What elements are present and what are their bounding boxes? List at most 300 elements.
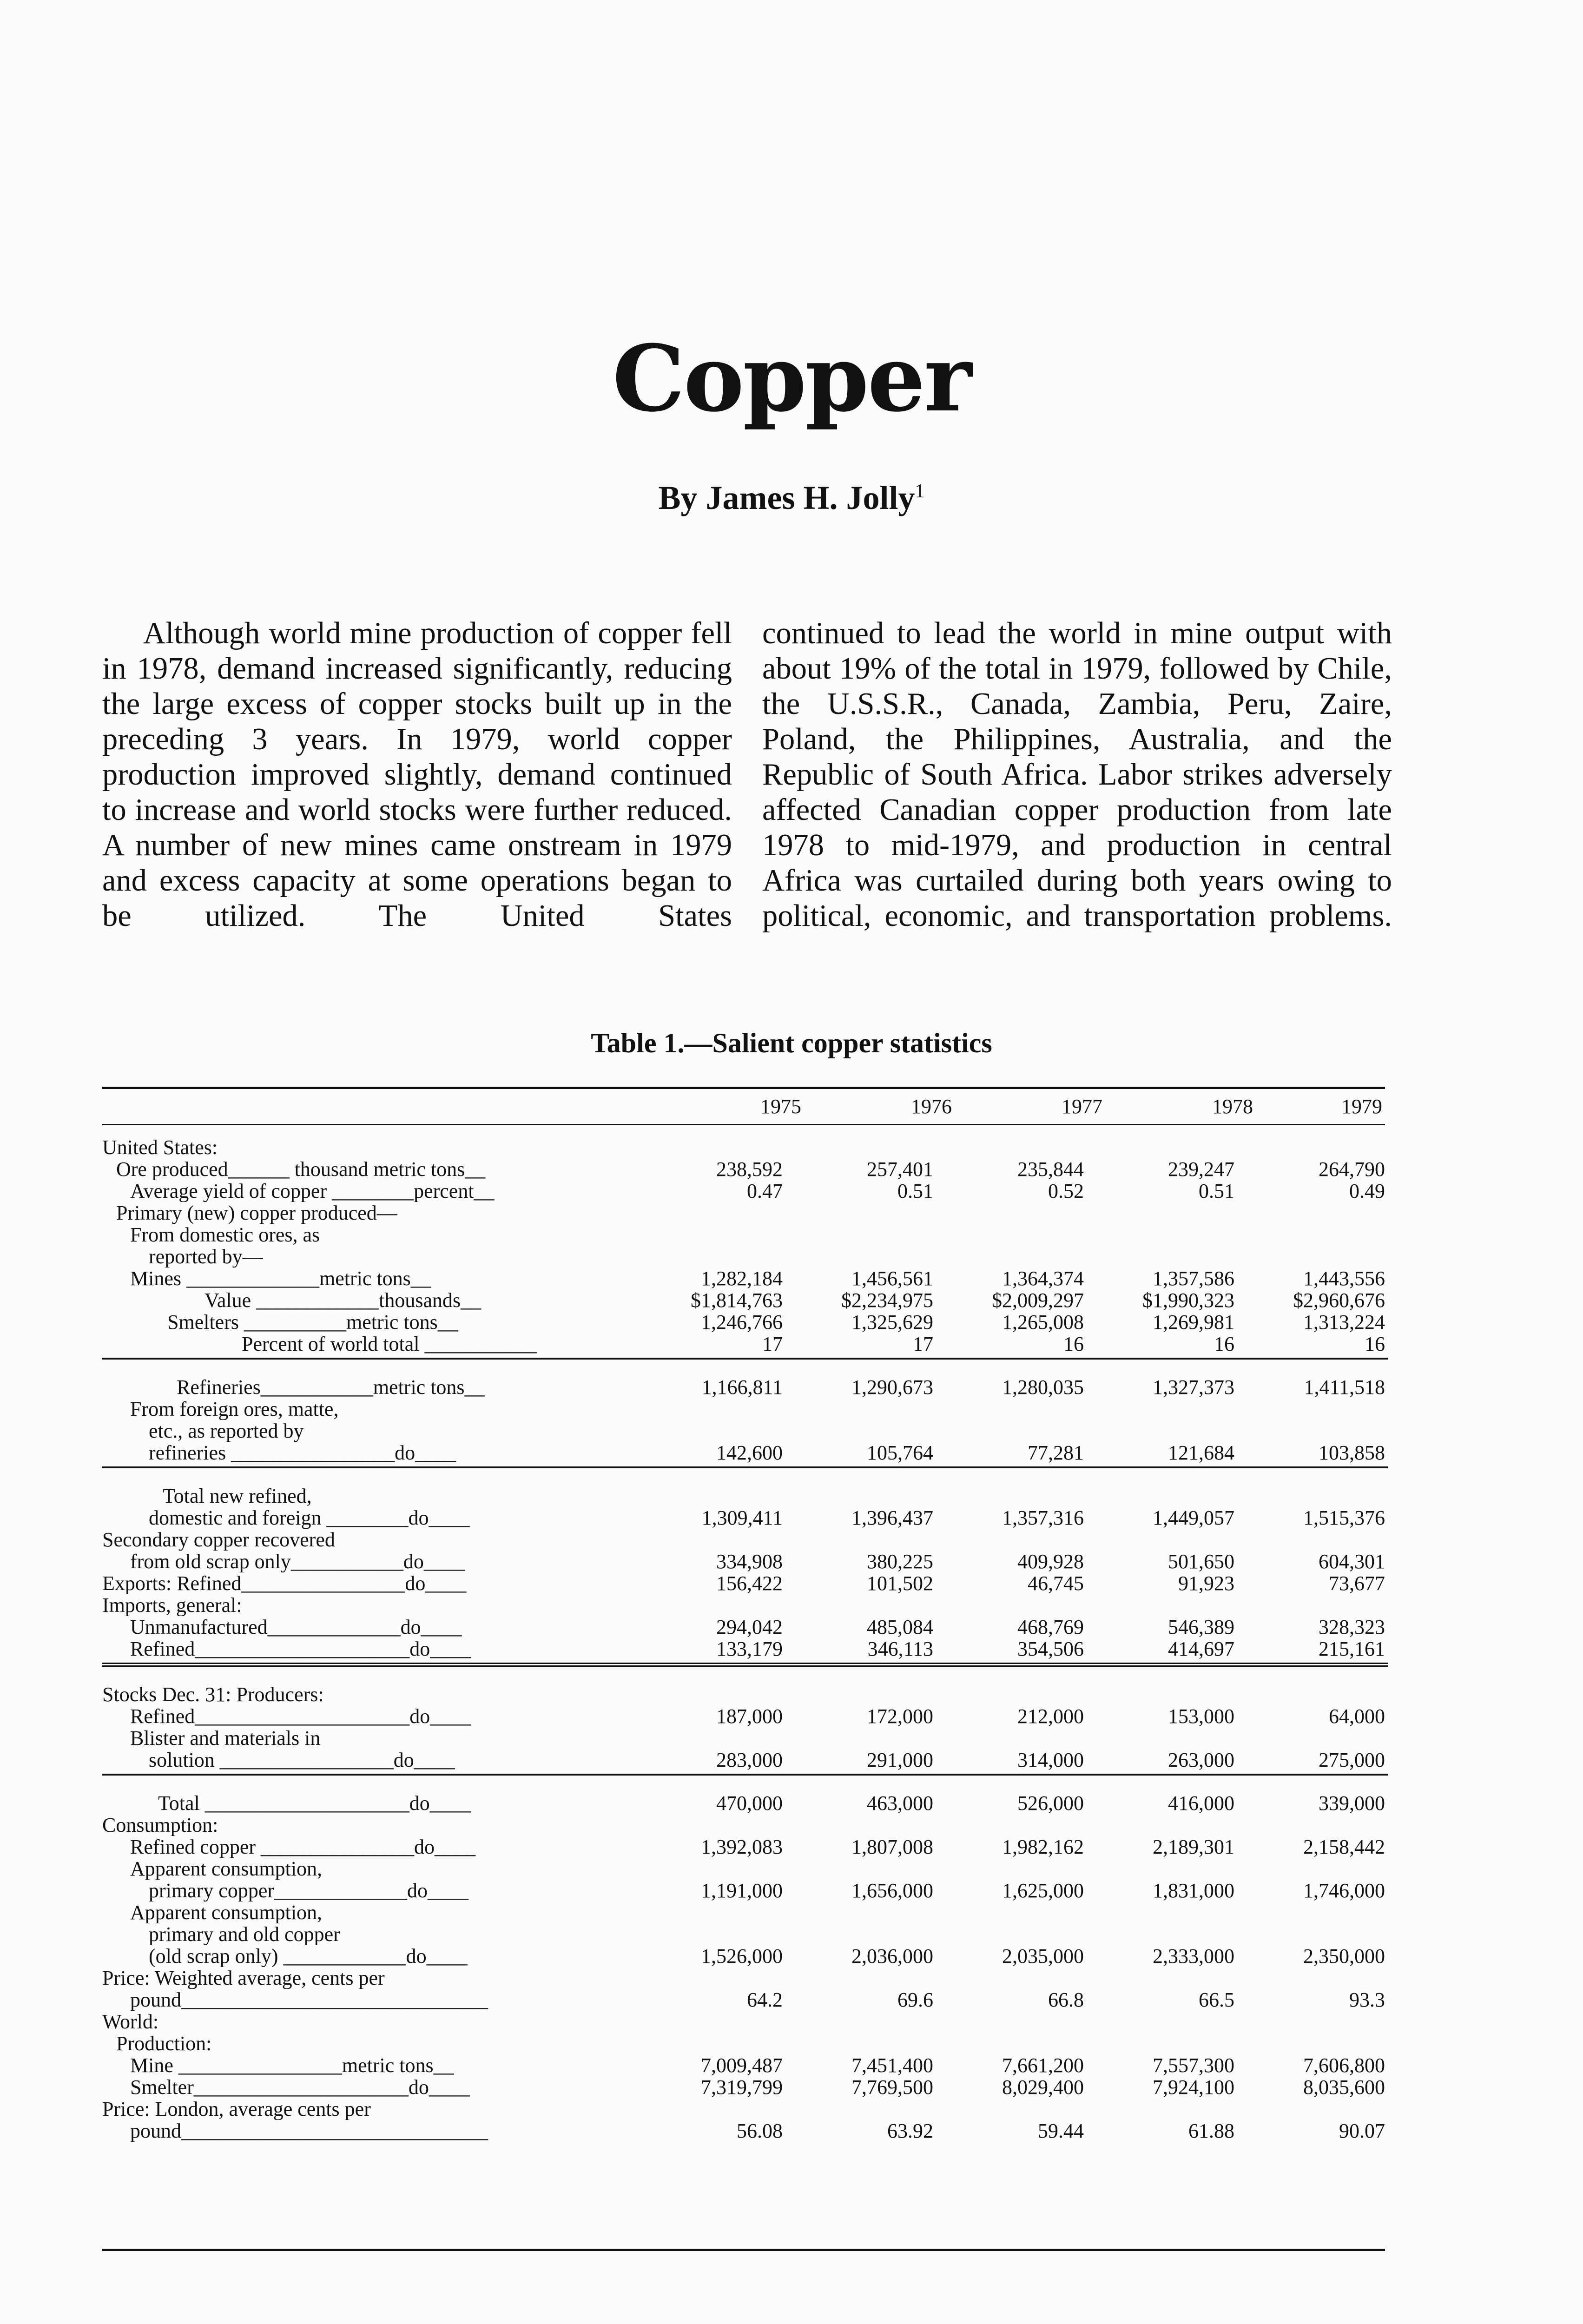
table-header-rule [102, 1124, 1385, 1125]
table-row [102, 1945, 1388, 1967]
cell-1978 [1084, 2098, 1234, 2120]
cell-1979: 328,323 [1319, 1616, 1385, 1638]
row-label: World: [102, 2011, 159, 2033]
cell-1977: 8,029,400 [1002, 2076, 1084, 2098]
table-row [102, 1638, 1388, 1665]
table-row [102, 1202, 1388, 1224]
cell-1975: 334,908 [716, 1551, 783, 1572]
cell-1977 [933, 1967, 1084, 1989]
cell-1975 [632, 1246, 783, 1268]
table-row [102, 1880, 1388, 1901]
cell-1977 [933, 1727, 1084, 1749]
cell-1975 [632, 2098, 783, 2120]
cell-1977 [933, 1224, 1084, 1246]
year-header-1979: 1979 [1341, 1095, 1382, 1118]
table-row [102, 2011, 1388, 2033]
footnote-mark: 1 [915, 481, 925, 502]
cell-1977 [933, 2033, 1084, 2054]
cell-1975: 142,600 [632, 1442, 783, 1467]
cell-1976: $2,234,975 [841, 1289, 933, 1311]
cell-1977 [933, 1136, 1084, 1158]
cell-1978 [1084, 1814, 1234, 1836]
cell-1976 [783, 1246, 933, 1268]
year-header-1976: 1976 [911, 1095, 952, 1118]
cell-1978: 501,650 [1168, 1551, 1234, 1572]
cell-1975: 283,000 [632, 1749, 783, 1775]
cell-1976: 1,456,561 [851, 1268, 933, 1289]
cell-1979: 604,301 [1319, 1551, 1385, 1572]
row-label: United States: [102, 1136, 218, 1158]
cell-1979 [1234, 1246, 1388, 1268]
cell-1976 [783, 1923, 933, 1945]
cell-1975 [632, 1727, 783, 1749]
cell-1977 [933, 1420, 1084, 1442]
row-label: from old scrap only___________do____ [130, 1551, 465, 1572]
cell-1979 [1234, 1858, 1388, 1880]
cell-1978: 239,247 [1168, 1158, 1234, 1180]
table-row [102, 1665, 1388, 1706]
cell-1975 [632, 1136, 783, 1158]
cell-1975 [632, 1665, 783, 1706]
row-label: Price: Weighted average, cents per [102, 1967, 385, 1989]
cell-1977: 1,982,162 [1002, 1836, 1084, 1858]
cell-1976: 63.92 [887, 2120, 933, 2142]
cell-1975: 1,392,083 [701, 1836, 783, 1858]
cell-1977 [933, 1529, 1084, 1551]
cell-1976: 380,225 [867, 1551, 933, 1572]
cell-1976: 1,656,000 [851, 1880, 933, 1901]
table-row [102, 1989, 1388, 2011]
table-row [102, 1311, 1388, 1333]
row-label: primary and old copper [149, 1923, 340, 1945]
cell-1975: 1,166,811 [701, 1376, 783, 1398]
cell-1979: 7,606,800 [1303, 2054, 1385, 2076]
cell-1976: 485,084 [867, 1616, 933, 1638]
cell-1977: 7,661,200 [1002, 2054, 1084, 2076]
cell-1977: 2,035,000 [1002, 1945, 1084, 1967]
cell-1979 [1234, 1202, 1388, 1224]
row-label: Total new refined, [163, 1485, 312, 1507]
cell-1975 [632, 1398, 783, 1420]
cell-1977 [933, 1901, 1084, 1923]
cell-1978: 1,831,000 [1153, 1880, 1234, 1901]
cell-1979 [1234, 1727, 1388, 1749]
table-row [102, 1836, 1388, 1858]
cell-1977: 1,625,000 [1002, 1880, 1084, 1901]
row-label: Primary (new) copper produced— [116, 1202, 397, 1224]
cell-1978 [1084, 1467, 1234, 1507]
cell-1979 [1234, 2011, 1388, 2033]
cell-1978: 2,333,000 [1153, 1945, 1234, 1967]
cell-1976: 291,000 [783, 1749, 933, 1775]
row-label: Apparent consumption, [130, 1901, 323, 1923]
row-label: reported by— [149, 1246, 263, 1268]
cell-1978: $1,990,323 [1142, 1289, 1234, 1311]
row-label: pound______________________________ [130, 2120, 488, 2142]
cell-1978: 546,389 [1168, 1616, 1234, 1638]
cell-1979 [1234, 1967, 1388, 1989]
cell-1975: 294,042 [716, 1616, 783, 1638]
table-row [102, 1858, 1388, 1880]
cell-1975: 1,309,411 [701, 1507, 783, 1529]
cell-1977 [933, 1594, 1084, 1616]
cell-1975: 64.2 [747, 1989, 783, 2011]
table-row [102, 1180, 1388, 1202]
cell-1979: 1,313,224 [1303, 1311, 1385, 1333]
cell-1977: 314,000 [933, 1749, 1084, 1775]
cell-1978: 153,000 [1168, 1705, 1234, 1727]
row-label: refineries ________________do____ [102, 1442, 632, 1467]
table-title: Table 1.—Salient copper statistics [591, 1028, 992, 1058]
cell-1975 [632, 1202, 783, 1224]
table-row [102, 1268, 1388, 1289]
cell-1978 [1084, 1923, 1234, 1945]
cell-1975 [632, 1420, 783, 1442]
cell-1979: 275,000 [1234, 1749, 1388, 1775]
cell-1979 [1234, 1665, 1388, 1706]
table-row [102, 1442, 1388, 1467]
cell-1975 [632, 2033, 783, 2054]
cell-1976 [783, 1529, 933, 1551]
cell-1976: 257,401 [867, 1158, 933, 1180]
article-title: Copper [612, 325, 971, 432]
cell-1975: 187,000 [716, 1705, 783, 1727]
row-label: Stocks Dec. 31: Producers: [102, 1683, 324, 1705]
row-label: Refineries___________metric tons__ [177, 1376, 485, 1398]
cell-1979: 1,746,000 [1303, 1880, 1385, 1901]
cell-1976: 7,769,500 [851, 2076, 933, 2098]
cell-1979: 1,515,376 [1303, 1507, 1385, 1529]
cell-1977: 409,928 [1017, 1551, 1084, 1572]
row-label: Smelters __________metric tons__ [167, 1311, 458, 1333]
row-label: From foreign ores, matte, [130, 1398, 339, 1420]
cell-1976 [783, 1594, 933, 1616]
table-bottom-rule [102, 2249, 1385, 2251]
row-label: From domestic ores, as [130, 1224, 320, 1246]
row-label: Ore produced______ thousand metric tons__ [116, 1158, 486, 1180]
cell-1976: 0.51 [897, 1180, 933, 1202]
cell-1979: 90.07 [1339, 2120, 1385, 2142]
cell-1975: 238,592 [716, 1158, 783, 1180]
cell-1979: 64,000 [1329, 1705, 1385, 1727]
cell-1978: 91,923 [1178, 1572, 1234, 1594]
cell-1976: 7,451,400 [851, 2054, 933, 2076]
cell-1976 [783, 1967, 933, 1989]
year-header-1977: 1977 [1062, 1095, 1102, 1118]
cell-1978 [1084, 1529, 1234, 1551]
cell-1978: 16 [1084, 1333, 1234, 1359]
intro-left-column: Although world mine production of copper fell in 1978, demand increased significantly, reducing the large excess of copper stocks built up in the preceding 3 years. In 1979, world copper production improved slightly, demand continued to increase and world stocks were further reduced. A number of new mines came onstream in 1979 and excess capacity at some operations began to be utilized. The United States [102, 616, 732, 933]
cell-1979: 0.49 [1349, 1180, 1385, 1202]
cell-1976 [783, 1420, 933, 1442]
cell-1977: 468,769 [1017, 1616, 1084, 1638]
cell-1976: 1,396,437 [851, 1507, 933, 1529]
cell-1975 [632, 1467, 783, 1507]
cell-1975: 56.08 [737, 2120, 783, 2142]
cell-1979: 8,035,600 [1303, 2076, 1385, 2098]
cell-1976 [783, 1467, 933, 1507]
cell-1978: 1,327,373 [1153, 1376, 1234, 1398]
cell-1979 [1234, 1136, 1388, 1158]
author-name: By James H. Jolly [658, 479, 915, 516]
row-label: domestic and foreign ________do____ [149, 1507, 470, 1529]
cell-1978 [1084, 1967, 1234, 1989]
cell-1975 [632, 1529, 783, 1551]
cell-1976 [783, 1814, 933, 1836]
cell-1975 [632, 1923, 783, 1945]
cell-1977: 66.8 [1048, 1989, 1084, 2011]
table-row [102, 1901, 1388, 1923]
cell-1975: 7,009,487 [701, 2054, 783, 2076]
row-label: Consumption: [102, 1814, 218, 1836]
cell-1978: 0.51 [1199, 1180, 1234, 1202]
table-row [102, 1594, 1388, 1616]
row-label: primary copper_____________do____ [149, 1880, 468, 1901]
cell-1976 [783, 1202, 933, 1224]
cell-1979 [1234, 1224, 1388, 1246]
cell-1979 [1234, 1923, 1388, 1945]
cell-1977: 526,000 [1017, 1792, 1084, 1814]
cell-1978: 1,269,981 [1153, 1311, 1234, 1333]
cell-1979 [1234, 1529, 1388, 1551]
cell-1977: 1,265,008 [1002, 1311, 1084, 1333]
table-row [102, 1398, 1388, 1420]
row-label: Refined_____________________do____ [102, 1638, 632, 1665]
row-label: Blister and materials in [130, 1727, 321, 1749]
table-row [102, 2033, 1388, 2054]
cell-1979 [1234, 1420, 1388, 1442]
byline [0, 479, 1583, 517]
cell-1978: 61.88 [1188, 2120, 1234, 2142]
cell-1978: 416,000 [1168, 1792, 1234, 1814]
cell-1979: 1,411,518 [1304, 1376, 1385, 1398]
row-label: Production: [116, 2033, 212, 2054]
cell-1977: $2,009,297 [992, 1289, 1084, 1311]
row-label: Unmanufactured_____________do____ [130, 1616, 462, 1638]
cell-1979: 2,158,442 [1303, 1836, 1385, 1858]
cell-1979: 73,677 [1329, 1572, 1385, 1594]
cell-1976: 101,502 [867, 1572, 933, 1594]
row-label: pound______________________________ [130, 1989, 488, 2011]
cell-1978 [1084, 1246, 1234, 1268]
year-header-1978: 1978 [1212, 1095, 1253, 1118]
cell-1978 [1084, 2033, 1234, 2054]
cell-1978: 7,924,100 [1153, 2076, 1234, 2098]
cell-1977 [933, 1665, 1084, 1706]
cell-1976: 172,000 [867, 1705, 933, 1727]
table-row [102, 1551, 1388, 1572]
cell-1975 [632, 1901, 783, 1923]
cell-1978 [1084, 1665, 1234, 1706]
row-label: Percent of world total ___________ [102, 1333, 632, 1359]
cell-1976: 105,764 [783, 1442, 933, 1467]
cell-1976 [783, 1398, 933, 1420]
table-row [102, 1616, 1388, 1638]
row-label: (old scrap only) ____________do____ [149, 1945, 468, 1967]
row-label: Average yield of copper ________percent__ [130, 1180, 495, 1202]
cell-1975 [632, 1858, 783, 1880]
cell-1975: 470,000 [716, 1792, 783, 1814]
cell-1979: $2,960,676 [1293, 1289, 1385, 1311]
row-label: Value ____________thousands__ [204, 1289, 481, 1311]
cell-1978 [1084, 1901, 1234, 1923]
cell-1975: 7,319,799 [701, 2076, 783, 2098]
cell-1975: 1,191,000 [701, 1880, 783, 1901]
cell-1979: 2,350,000 [1303, 1945, 1385, 1967]
row-label: Smelter_____________________do____ [130, 2076, 470, 2098]
cell-1977 [933, 2011, 1084, 2033]
table-row [102, 1727, 1388, 1749]
cell-1979: 93.3 [1349, 1989, 1385, 2011]
cell-1977: 235,844 [1017, 1158, 1084, 1180]
table-row [102, 2076, 1388, 2098]
cell-1976 [783, 2098, 933, 2120]
cell-1979: 16 [1234, 1333, 1388, 1359]
year-header-1975: 1975 [760, 1095, 801, 1118]
table-row [102, 1705, 1388, 1727]
table-row [102, 1529, 1388, 1551]
table-row [102, 2054, 1388, 2076]
row-label: Imports, general: [102, 1594, 242, 1616]
cell-1975 [632, 2011, 783, 2033]
row-label: Mines _____________metric tons__ [130, 1268, 431, 1289]
cell-1976 [783, 1901, 933, 1923]
cell-1975: $1,814,763 [691, 1289, 783, 1311]
cell-1978: 263,000 [1084, 1749, 1234, 1775]
cell-1979: 103,858 [1234, 1442, 1388, 1467]
cell-1975: 1,282,184 [701, 1268, 783, 1289]
cell-1979 [1234, 1467, 1388, 1507]
cell-1976: 346,113 [783, 1638, 933, 1665]
cell-1977: 16 [933, 1333, 1084, 1359]
cell-1976: 463,000 [867, 1792, 933, 1814]
row-label: Refined copper _______________do____ [130, 1836, 475, 1858]
cell-1978 [1084, 1202, 1234, 1224]
row-label: Price: London, average cents per [102, 2098, 371, 2120]
cell-1978: 1,357,586 [1153, 1268, 1234, 1289]
cell-1977: 354,506 [933, 1638, 1084, 1665]
cell-1976 [783, 1136, 933, 1158]
table-row [102, 1923, 1388, 1945]
table-row [102, 1420, 1388, 1442]
cell-1975: 133,179 [632, 1638, 783, 1665]
table-row [102, 1289, 1388, 1311]
cell-1976: 1,290,673 [851, 1376, 933, 1398]
cell-1977: 46,745 [1028, 1572, 1084, 1594]
row-label: Secondary copper recovered [102, 1529, 335, 1551]
cell-1978 [1084, 1398, 1234, 1420]
cell-1976 [783, 2033, 933, 2054]
table-row [102, 1507, 1388, 1529]
table-row [102, 1749, 1388, 1775]
cell-1978 [1084, 1136, 1234, 1158]
table-row [102, 1136, 1388, 1158]
cell-1976 [783, 2011, 933, 2033]
cell-1979: 339,000 [1319, 1792, 1385, 1814]
cell-1976: 17 [783, 1333, 933, 1359]
cell-1978 [1084, 2011, 1234, 2033]
cell-1977 [933, 1398, 1084, 1420]
cell-1979 [1234, 1901, 1388, 1923]
cell-1977: 1,280,035 [1002, 1376, 1084, 1398]
table-row [102, 1814, 1388, 1836]
table-row [102, 1359, 1388, 1398]
cell-1975: 0.47 [747, 1180, 783, 1202]
cell-1976: 2,036,000 [851, 1945, 933, 1967]
cell-1978: 2,189,301 [1153, 1836, 1234, 1858]
row-label: solution _________________do____ [102, 1749, 632, 1775]
row-label: Exports: Refined________________do____ [102, 1572, 467, 1594]
cell-1976 [783, 1858, 933, 1880]
cell-1977 [933, 1246, 1084, 1268]
table-row [102, 1333, 1388, 1359]
cell-1978 [1084, 1594, 1234, 1616]
cell-1977 [933, 1923, 1084, 1945]
row-label: Mine ________________metric tons__ [130, 2054, 454, 2076]
cell-1976: 1,325,629 [851, 1311, 933, 1333]
cell-1975 [632, 1967, 783, 1989]
cell-1977: 1,357,316 [1002, 1507, 1084, 1529]
cell-1978: 66.5 [1199, 1989, 1234, 2011]
cell-1979 [1234, 1594, 1388, 1616]
cell-1975: 156,422 [716, 1572, 783, 1594]
cell-1978: 414,697 [1084, 1638, 1234, 1665]
intro-right-column: continued to lead the world in mine output with about 19% of the total in 1979, followed by Chile, the U.S.S.R., Canada, Zambia, Peru, Zaire, Poland, the Philippines, Australia, and the Republic of South Africa. Labor strikes adversely affected Canadian copper production from late 1978 to mid-1979, and production in central Africa was curtailed during both years owing to political, economic, and transportation problems. [762, 616, 1392, 933]
table-row [102, 1967, 1388, 1989]
cell-1975: 1,246,766 [701, 1311, 783, 1333]
table-row [102, 2098, 1388, 2120]
cell-1979: 264,790 [1319, 1158, 1385, 1180]
cell-1977: 59.44 [1038, 2120, 1084, 2142]
cell-1979: 215,161 [1234, 1638, 1388, 1665]
table-row [102, 1775, 1388, 1814]
cell-1979 [1234, 1398, 1388, 1420]
row-label: Total ____________________do____ [158, 1792, 471, 1814]
cell-1977 [933, 1814, 1084, 1836]
cell-1976 [783, 1727, 933, 1749]
cell-1976 [783, 1224, 933, 1246]
table-row [102, 1572, 1388, 1594]
table-top-rule [102, 1087, 1385, 1089]
cell-1979: 1,443,556 [1303, 1268, 1385, 1289]
cell-1978 [1084, 1224, 1234, 1246]
table-body [102, 1136, 1388, 2142]
cell-1978: 7,557,300 [1153, 2054, 1234, 2076]
cell-1976: 69.6 [897, 1989, 933, 2011]
row-label: Refined_____________________do____ [130, 1705, 471, 1727]
cell-1978 [1084, 1727, 1234, 1749]
table-row [102, 1224, 1388, 1246]
cell-1977 [933, 1202, 1084, 1224]
cell-1977 [933, 1858, 1084, 1880]
cell-1975 [632, 1814, 783, 1836]
table-row [102, 1246, 1388, 1268]
cell-1976: 1,807,008 [851, 1836, 933, 1858]
cell-1975 [632, 1594, 783, 1616]
cell-1977: 1,364,374 [1002, 1268, 1084, 1289]
cell-1977: 212,000 [1017, 1705, 1084, 1727]
cell-1978: 1,449,057 [1153, 1507, 1234, 1529]
row-label: etc., as reported by [149, 1420, 304, 1442]
table-row [102, 1158, 1388, 1180]
salient-statistics-table [102, 1136, 1388, 2142]
table-row [102, 1467, 1388, 1507]
cell-1975: 17 [632, 1333, 783, 1359]
cell-1975: 1,526,000 [701, 1945, 783, 1967]
cell-1977 [933, 1467, 1084, 1507]
cell-1979 [1234, 1814, 1388, 1836]
cell-1977: 77,281 [933, 1442, 1084, 1467]
